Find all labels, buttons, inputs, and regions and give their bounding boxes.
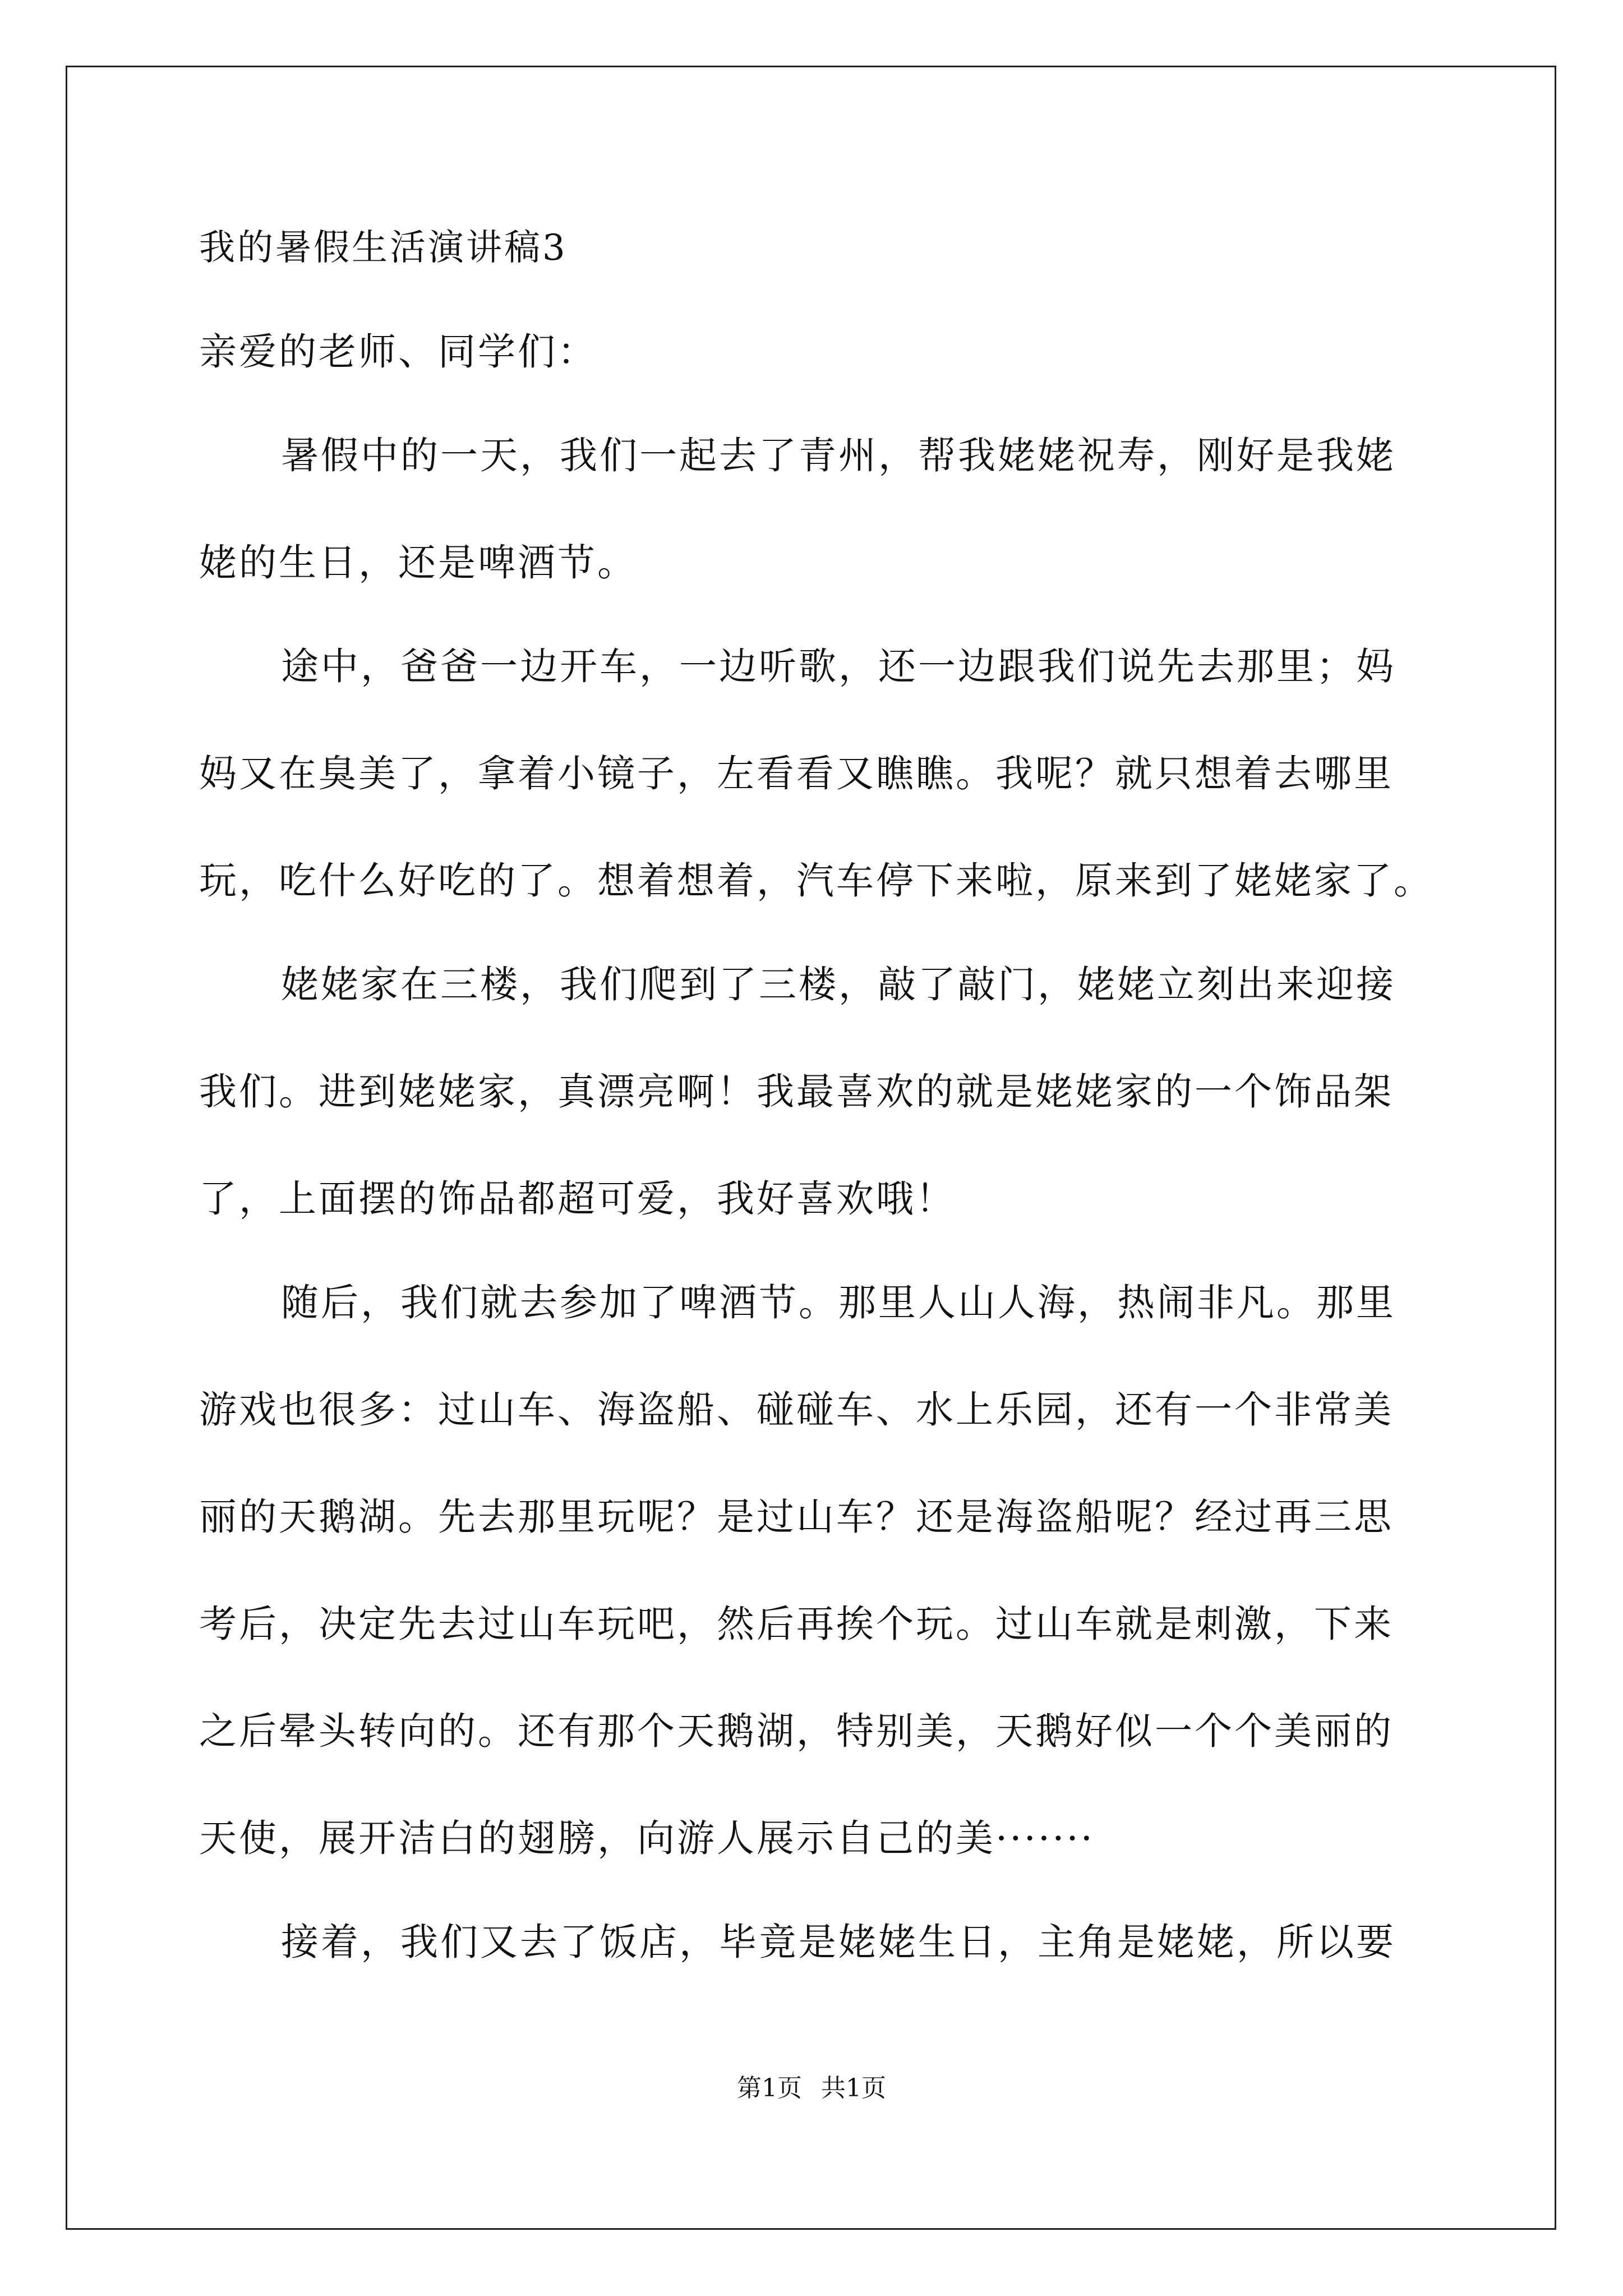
- paragraph-5: [199, 1916, 1433, 1968]
- paragraph-line: 了，上面摆的饰品都超可爱，我好喜欢哦！: [199, 1177, 956, 1221]
- paragraph-line: 妈又在臭美了，拿着小镜子，左看看又瞧瞧。我呢？就只想着去哪里: [199, 752, 1394, 795]
- paragraph-line: 姥的生日，还是啤酒节。: [199, 541, 637, 585]
- paragraph-line: 途中，爸爸一边开车，一边听歌，还一边跟我们说先去那里；妈: [281, 645, 1396, 688]
- document-body: [199, 222, 1433, 2019]
- page-number: 第1页: [737, 2074, 802, 2102]
- paragraph-line: 之后晕头转向的。还有那个天鹅湖，特别美，天鹅好似一个个美丽的: [199, 1709, 1394, 1753]
- paragraph-line: 玩，吃什么好吃的了。想着想着，汽车停下来啦，原来到了姥姥家了。: [199, 859, 1433, 903]
- paragraph-line: 接着，我们又去了饭店，毕竟是姥姥生日，主角是姥姥，所以要: [281, 1920, 1396, 1964]
- page-total: 共1页: [821, 2074, 886, 2102]
- paragraph-line: 考后，决定先去过山车玩吧，然后再挨个玩。过山车就是刺激，下来: [199, 1602, 1394, 1646]
- paragraph-line: 暑假中的一天，我们一起去了青州，帮我姥姥祝寿，刚好是我姥: [281, 434, 1396, 477]
- paragraph-2: [199, 640, 1433, 907]
- paragraph-line: 天使，展开洁白的翅膀，向游人展示自己的美·······: [199, 1816, 1095, 1860]
- paragraph-1: [199, 429, 1433, 589]
- paragraph-line: 游戏也很多：过山车、海盗船、碰碰车、水上乐园，还有一个非常美: [199, 1388, 1394, 1432]
- paragraph-line: 姥姥家在三楼，我们爬到了三楼，敲了敲门，姥姥立刻出来迎接: [281, 963, 1396, 1006]
- greeting: 亲爱的老师、同学们：: [199, 330, 597, 374]
- paragraph-line: 丽的天鹅湖。先去那里玩呢？是过山车？还是海盗船呢？经过再三思: [199, 1495, 1394, 1539]
- document-title: 我的暑假生活演讲稿3: [199, 227, 568, 269]
- paragraph-3: [199, 958, 1433, 1225]
- paragraph-line: 随后，我们就去参加了啤酒节。那里人山人海，热闹非凡。那里: [281, 1281, 1396, 1324]
- paragraph-line: 我们。进到姥姥家，真漂亮啊！我最喜欢的就是姥姥家的一个饰品架: [199, 1070, 1394, 1114]
- page-footer: [0, 2072, 1623, 2105]
- paragraph-4: [199, 1276, 1433, 1865]
